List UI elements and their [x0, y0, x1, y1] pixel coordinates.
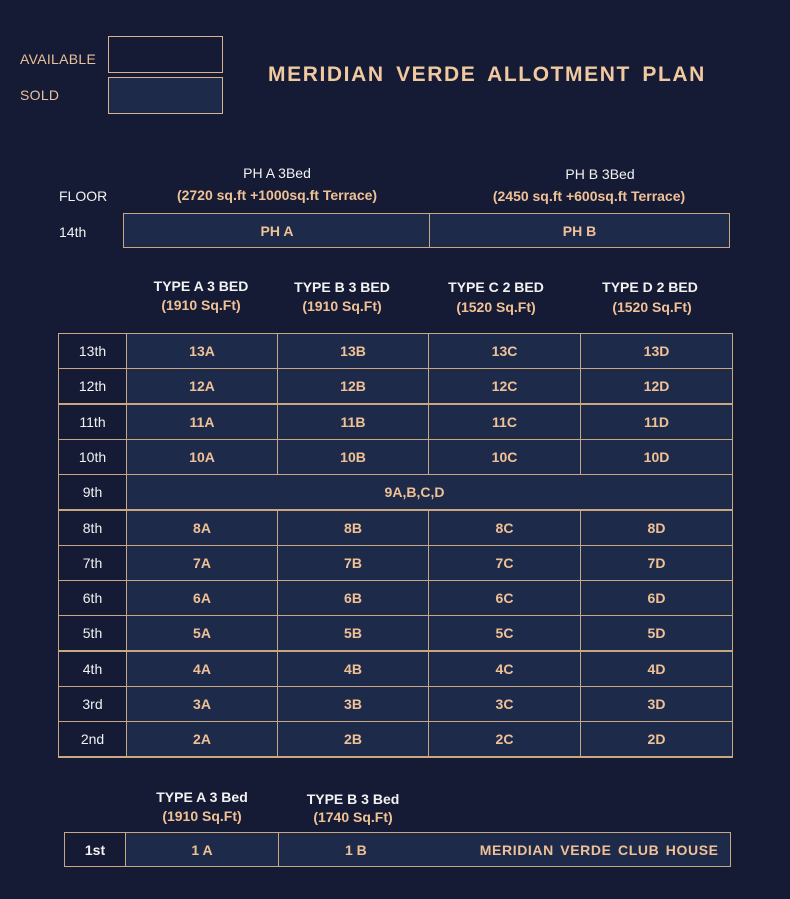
- unit-6d[interactable]: 6D: [580, 580, 733, 616]
- unit-7b[interactable]: 7B: [277, 545, 429, 581]
- type-b-area: (1910 Sq.Ft): [302, 298, 382, 314]
- unit-1b-label: 1 B: [345, 841, 367, 858]
- legend-available-label: AVAILABLE: [20, 51, 97, 67]
- unit-2d[interactable]: 2D: [580, 721, 733, 757]
- ff-type-b-name: TYPE B 3 Bed: [306, 791, 400, 807]
- floor-label-12th: 12th: [58, 368, 127, 404]
- type-d-area: (1520 Sq.Ft): [612, 299, 692, 315]
- unit-6b[interactable]: 6B: [277, 580, 429, 616]
- floor-label-1st: 1st: [64, 832, 126, 867]
- unit-11a[interactable]: 11A: [126, 404, 278, 440]
- floor-label-5th: 5th: [58, 615, 127, 651]
- unit-6c[interactable]: 6C: [428, 580, 581, 616]
- unit-4d[interactable]: 4D: [580, 651, 733, 687]
- floor-label-9th: 9th: [58, 474, 127, 510]
- unit-13d[interactable]: 13D: [580, 333, 733, 369]
- unit-5b[interactable]: 5B: [277, 615, 429, 651]
- floor-label-7th: 7th: [58, 545, 127, 581]
- ff-type-a-area: (1910 Sq.Ft): [162, 808, 242, 824]
- unit-6a[interactable]: 6A: [126, 580, 278, 616]
- unit-10c[interactable]: 10C: [428, 439, 581, 475]
- floor-label-10th: 10th: [58, 439, 127, 475]
- unit-7d[interactable]: 7D: [580, 545, 733, 581]
- unit-3a[interactable]: 3A: [126, 686, 278, 722]
- unit-5d[interactable]: 5D: [580, 615, 733, 651]
- unit-8c[interactable]: 8C: [428, 510, 581, 546]
- floor-label-13th: 13th: [58, 333, 127, 369]
- ph-a-title: PH A 3Bed: [243, 165, 311, 181]
- unit-4b[interactable]: 4B: [277, 651, 429, 687]
- unit-1a[interactable]: 1 A: [125, 832, 279, 867]
- type-d-name: TYPE D 2 BED: [602, 279, 698, 295]
- unit-11d[interactable]: 11D: [580, 404, 733, 440]
- unit-7a[interactable]: 7A: [126, 545, 278, 581]
- unit-13c[interactable]: 13C: [428, 333, 581, 369]
- unit-ph-b[interactable]: PH B: [429, 213, 730, 248]
- floor-header: FLOOR: [59, 188, 108, 204]
- floor-label-6th: 6th: [58, 580, 127, 616]
- unit-4a[interactable]: 4A: [126, 651, 278, 687]
- unit-13b[interactable]: 13B: [277, 333, 429, 369]
- ph-b-title: PH B 3Bed: [565, 166, 635, 182]
- unit-8b[interactable]: 8B: [277, 510, 429, 546]
- unit-3d[interactable]: 3D: [580, 686, 733, 722]
- unit-4c[interactable]: 4C: [428, 651, 581, 687]
- unit-8d[interactable]: 8D: [580, 510, 733, 546]
- unit-7c[interactable]: 7C: [428, 545, 581, 581]
- unit-10a[interactable]: 10A: [126, 439, 278, 475]
- unit-8a[interactable]: 8A: [126, 510, 278, 546]
- type-a-name: TYPE A 3 BED: [153, 278, 249, 294]
- unit-5a[interactable]: 5A: [126, 615, 278, 651]
- club-house-label: MERIDIAN VERDE CLUB HOUSE: [479, 841, 719, 858]
- floor-label-11th: 11th: [58, 404, 127, 440]
- unit-11c[interactable]: 11C: [428, 404, 581, 440]
- unit-12d[interactable]: 12D: [580, 368, 733, 404]
- unit-12a[interactable]: 12A: [126, 368, 278, 404]
- unit-5c[interactable]: 5C: [428, 615, 581, 651]
- unit-11b[interactable]: 11B: [277, 404, 429, 440]
- unit-2c[interactable]: 2C: [428, 721, 581, 757]
- floor-label-4th: 4th: [58, 651, 127, 687]
- ph-a-area: (2720 sq.ft +1000sq.ft Terrace): [176, 187, 378, 203]
- legend-sold-label: SOLD: [20, 87, 60, 103]
- unit-merged-9th[interactable]: 9A,B,C,D: [126, 474, 733, 510]
- unit-1b-club-house[interactable]: [278, 832, 731, 867]
- floor-label-3rd: 3rd: [58, 686, 127, 722]
- type-c-area: (1520 Sq.Ft): [456, 299, 536, 315]
- unit-3b[interactable]: 3B: [277, 686, 429, 722]
- ph-b-area: (2450 sq.ft +600sq.ft Terrace): [492, 188, 686, 204]
- unit-12c[interactable]: 12C: [428, 368, 581, 404]
- ff-type-b-area: (1740 Sq.Ft): [313, 809, 393, 825]
- unit-12b[interactable]: 12B: [277, 368, 429, 404]
- ff-type-a-name: TYPE A 3 Bed: [156, 789, 248, 805]
- page-title: MERIDIAN VERDE ALLOTMENT PLAN: [268, 63, 706, 86]
- floor-label-8th: 8th: [58, 510, 127, 546]
- unit-2a[interactable]: 2A: [126, 721, 278, 757]
- unit-3c[interactable]: 3C: [428, 686, 581, 722]
- unit-ph-a[interactable]: PH A: [123, 213, 431, 248]
- unit-10d[interactable]: 10D: [580, 439, 733, 475]
- unit-13a[interactable]: 13A: [126, 333, 278, 369]
- unit-10b[interactable]: 10B: [277, 439, 429, 475]
- type-c-name: TYPE C 2 BED: [448, 279, 544, 295]
- floor-label-14th: 14th: [59, 224, 87, 240]
- type-b-name: TYPE B 3 BED: [294, 279, 390, 295]
- floor-label-2nd: 2nd: [58, 721, 127, 757]
- unit-2b[interactable]: 2B: [277, 721, 429, 757]
- type-a-area: (1910 Sq.Ft): [161, 297, 241, 313]
